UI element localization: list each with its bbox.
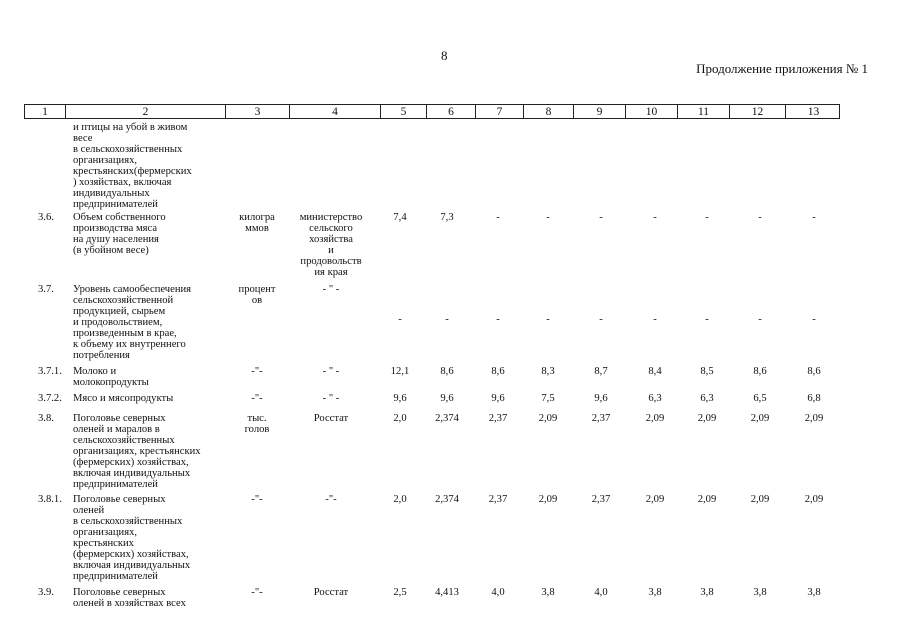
source-cell: - " - (322, 393, 340, 404)
unit-cell: -"- (251, 393, 263, 404)
source-cell: -"- (325, 494, 337, 505)
value-cell-col-13: 3,8 (807, 587, 821, 598)
indicator-name: Молоко и молокопродукты (73, 366, 149, 388)
unit-cell: килогра ммов (239, 212, 275, 234)
continuation-title: Продолжение приложения № 1 (696, 61, 868, 76)
source-cell: - " - (322, 284, 340, 295)
value-cell-col-12: 2,09 (750, 494, 770, 505)
value-cell-col-12: - (758, 212, 762, 223)
value-cell-col-5: - (398, 314, 402, 325)
indicator-name: Поголовье северных оленей в сельскохозяйственных организациях, крестьянских (фермерских) хозяйствах, включая индивидуальных предпринимателей (73, 494, 191, 582)
value-cell-col-10: 2,09 (645, 494, 665, 505)
source-cell: Росстат (313, 587, 349, 598)
value-cell-col-13: - (812, 314, 816, 325)
value-cell-col-13: - (812, 212, 816, 223)
value-cell-col-11: 6,3 (700, 393, 714, 404)
row-number: 3.6. (38, 212, 54, 223)
value-cell-col-5: 2,0 (393, 494, 407, 505)
value-cell-col-11: - (705, 314, 709, 325)
unit-cell: процент ов (238, 284, 276, 306)
value-cell-col-6: - (445, 314, 449, 325)
value-cell-col-7: - (496, 314, 500, 325)
value-cell-col-12: - (758, 314, 762, 325)
value-cell-col-11: 2,09 (697, 494, 717, 505)
table-header-row (24, 104, 840, 119)
value-cell-col-7: 4,0 (491, 587, 505, 598)
value-cell-col-11: 3,8 (700, 587, 714, 598)
header-cell-7: 7 (475, 105, 523, 118)
source-cell: - " - (322, 366, 340, 377)
indicator-name: Поголовье северных оленей в хозяйствах всех (73, 587, 186, 609)
value-cell-col-13: 6,8 (807, 393, 821, 404)
value-cell-col-11: 2,09 (697, 413, 717, 424)
indicator-name: Мясо и мясопродукты (73, 393, 174, 404)
indicator-name: и птицы на убой в живом весе в сельскохозяйственных организациях, крестьянских(фермерских ) хозяйствах, включая индивидуальных предпринимателей (73, 122, 192, 210)
indicator-name: Поголовье северных оленей и маралов в сельскохозяйственных организациях, крестьянских (фермерских) хозяйствах, включая индивидуальных предпринимателей (73, 413, 201, 490)
header-cell-4: 4 (289, 105, 380, 118)
header-cell-13: 13 (785, 105, 841, 118)
header-cell-2: 2 (65, 105, 225, 118)
unit-cell: -"- (251, 366, 263, 377)
value-cell-col-11: - (705, 212, 709, 223)
value-cell-col-9: - (599, 212, 603, 223)
value-cell-col-10: 6,3 (648, 393, 662, 404)
value-cell-col-6: 4,413 (435, 587, 459, 598)
row-number: 3.7. (38, 284, 54, 295)
unit-cell: тыс. голов (244, 413, 270, 435)
value-cell-col-8: 3,8 (541, 587, 555, 598)
row-number: 3.7.1. (38, 366, 62, 377)
value-cell-col-6: 8,6 (440, 366, 454, 377)
header-cell-10: 10 (625, 105, 677, 118)
unit-cell: -"- (251, 494, 263, 505)
value-cell-col-8: 2,09 (538, 494, 558, 505)
value-cell-col-10: - (653, 314, 657, 325)
value-cell-col-5: 7,4 (393, 212, 407, 223)
row-number: 3.8. (38, 413, 54, 424)
header-cell-1: 1 (42, 106, 48, 118)
value-cell-col-8: 7,5 (541, 393, 555, 404)
header-cell-6: 6 (426, 105, 475, 118)
value-cell-col-12: 2,09 (750, 413, 770, 424)
value-cell-col-7: 8,6 (491, 366, 505, 377)
value-cell-col-10: 8,4 (648, 366, 662, 377)
value-cell-col-13: 8,6 (807, 366, 821, 377)
value-cell-col-7: 2,37 (488, 413, 508, 424)
value-cell-col-10: 3,8 (648, 587, 662, 598)
value-cell-col-7: 2,37 (488, 494, 508, 505)
unit-cell: -"- (251, 587, 263, 598)
value-cell-col-12: 6,5 (753, 393, 767, 404)
indicator-name: Уровень самообеспечения сельскохозяйственной продукцией, сырьем и продовольствием, произведенным в крае, к объему их внутреннего потребления (73, 284, 192, 361)
page-number: 8 (441, 48, 448, 63)
header-cell-3: 3 (225, 105, 289, 118)
value-cell-col-6: 2,374 (435, 413, 459, 424)
row-number: 3.7.2. (38, 393, 62, 404)
value-cell-col-5: 2,0 (393, 413, 407, 424)
value-cell-col-13: 2,09 (804, 494, 824, 505)
value-cell-col-5: 12,1 (390, 366, 410, 377)
header-cell-12: 12 (729, 105, 785, 118)
row-number: 3.9. (38, 587, 54, 598)
row-number: 3.8.1. (38, 494, 62, 505)
value-cell-col-9: 9,6 (594, 393, 608, 404)
value-cell-col-9: 2,37 (591, 413, 611, 424)
value-cell-col-6: 7,3 (440, 212, 454, 223)
header-cell-8: 8 (523, 105, 573, 118)
value-cell-col-13: 2,09 (804, 413, 824, 424)
source-cell: министерство сельского хозяйства и продовольств ия края (299, 212, 363, 278)
value-cell-col-6: 2,374 (435, 494, 459, 505)
value-cell-col-9: 8,7 (594, 366, 608, 377)
value-cell-col-8: 8,3 (541, 366, 555, 377)
value-cell-col-11: 8,5 (700, 366, 714, 377)
value-cell-col-8: - (546, 314, 550, 325)
value-cell-col-8: - (546, 212, 550, 223)
value-cell-col-7: - (496, 212, 500, 223)
value-cell-col-5: 9,6 (393, 393, 407, 404)
value-cell-col-6: 9,6 (440, 393, 454, 404)
value-cell-col-8: 2,09 (538, 413, 558, 424)
header-cell-11: 11 (677, 105, 729, 118)
header-cell-5: 5 (380, 105, 426, 118)
value-cell-col-5: 2,5 (393, 587, 407, 598)
value-cell-col-9: 2,37 (591, 494, 611, 505)
header-cell-9: 9 (573, 105, 625, 118)
value-cell-col-9: 4,0 (594, 587, 608, 598)
value-cell-col-12: 3,8 (753, 587, 767, 598)
value-cell-col-10: 2,09 (645, 413, 665, 424)
value-cell-col-10: - (653, 212, 657, 223)
value-cell-col-12: 8,6 (753, 366, 767, 377)
value-cell-col-7: 9,6 (491, 393, 505, 404)
value-cell-col-9: - (599, 314, 603, 325)
source-cell: Росстат (313, 413, 349, 424)
indicator-name: Объем собственного производства мяса на душу населения (в убойном весе) (73, 212, 166, 256)
